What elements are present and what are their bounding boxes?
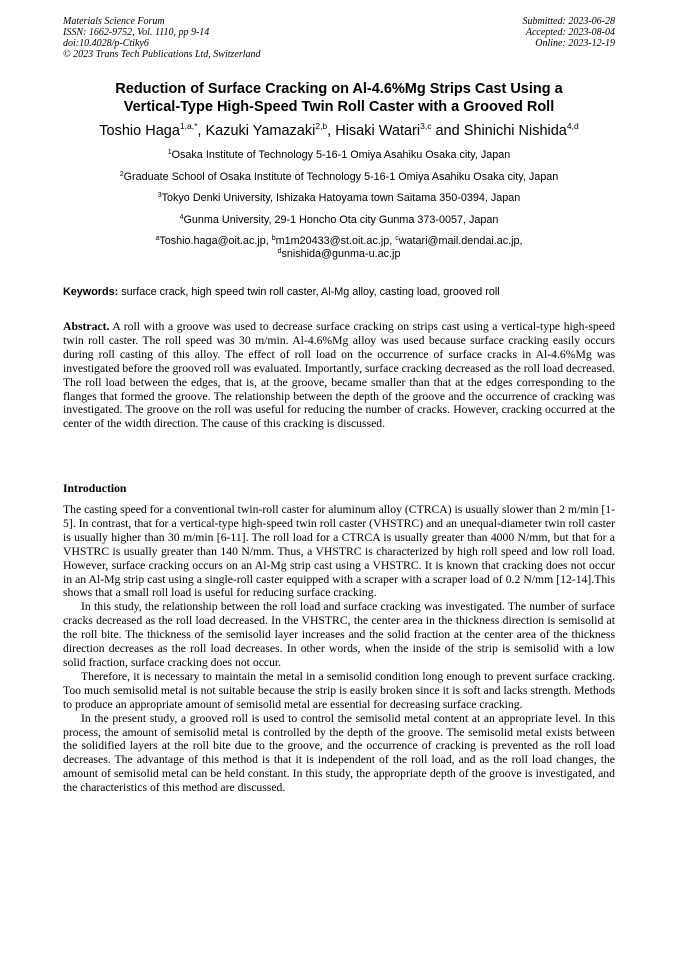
- paper-title: [40, 80, 638, 116]
- author-affiliation-mark: 3,c: [420, 121, 432, 131]
- issn-volume-pages: ISSN: 1662-9752, Vol. 1110, pp 9-14: [63, 27, 210, 38]
- introduction-body: [63, 503, 615, 795]
- keywords-text: surface crack, high speed twin roll caster, Al-Mg alloy, casting load, grooved roll: [118, 286, 500, 298]
- affiliation-text: Tokyo Denki University, Ishizaka Hatoyama town Saitama 350-0394, Japan: [161, 192, 521, 204]
- publication-dates: [523, 16, 616, 49]
- email-mark: d: [277, 248, 282, 255]
- journal-info: [63, 16, 261, 60]
- email-address: m1m20433@st.oit.ac.jp: [275, 235, 390, 247]
- paragraph: The casting speed for a conventional twin-roll caster for aluminum alloy (CTRCA) is usually slower than 2 m/min [1-5]. In contrast, that for a vertical-type high-speed twin roll caster (VHSTRC) and an unequal-diameter twin roll caster is usually higher than 30 m/min [6-11]. The roll load for a CTRCA is usually greater than 4000 N/mm, but that for a VHSTRC is usually greater than 140 N/mm. Thus, a VHSTRC is characterized by high roll speed and low roll load. However, surface cracking occurs on an Al-Mg strip cast using a VHSTRC. It is known that cracking does not occur in an Al-Mg strip cast using a single-roll caster equipped with a scraper with a scraper load of 0.2 N/mm [12-14].This shows that a small roll load is useful for reducing surface cracking.: [63, 503, 615, 600]
- affiliation: [30, 149, 648, 171]
- affiliation-mark: 1: [167, 149, 172, 156]
- affiliation: [30, 192, 648, 214]
- author-affiliation-mark: 1,a,*: [179, 121, 198, 131]
- author-separator: ,: [327, 123, 336, 139]
- abstract-label: Abstract.: [63, 320, 110, 333]
- affiliation-text: Osaka Institute of Technology 5-16-1 Omiya Asahiku Osaka city, Japan: [171, 149, 511, 161]
- keywords-label: Keywords:: [63, 286, 119, 298]
- accepted-date: Accepted: 2023-08-04: [525, 27, 615, 38]
- title-line-1: Reduction of Surface Cracking on Al-4.6%Mg Strips Cast Using a: [115, 81, 563, 97]
- email-list: [30, 235, 648, 261]
- abstract-text: A roll with a groove was used to decrease surface cracking on strips cast using a vertical-type high-speed twin roll caster. The roll speed was 30 m/min. Al-4.6%Mg alloy was used because surface cracking easily occurs during roll casting of this alloy. The effect of roll load on the occurrence of surface cracks in Al-4.6%Mg was investigated before the grooved roll was evaluated. Importantly, surface cracking decreased as the roll load decreased. The roll load between the edges, that is, at the groove, became smaller than that at the edges corresponding to the flanges that formed the groove. The relationship between the depth of the groove and the occurrence of cracking was investigated. The groove on the roll was useful for reducing the number of cracks. However, cracking occurred at the center of the width direction. The cause of this cracking is discussed.: [63, 320, 615, 431]
- email-mark: c: [395, 235, 399, 242]
- email-address: snishida@gunma-u.ac.jp: [281, 248, 401, 260]
- author-list: [20, 122, 658, 140]
- email-line-2: [30, 248, 648, 261]
- author-affiliation-mark: 4,d: [566, 121, 579, 131]
- affiliation-list: [30, 149, 648, 235]
- email-address: Toshio.haga@oit.ac.jp: [159, 235, 266, 247]
- author-name: Shinichi Nishida: [463, 123, 567, 139]
- affiliation-text: Gunma University, 29-1 Honcho Ota city Gunma 373-0057, Japan: [183, 213, 499, 226]
- author-name: Kazuki Yamazaki: [205, 123, 316, 139]
- paragraph: Therefore, it is necessary to maintain the metal in a semisolid condition long enough to prevent surface cracking. Too much semisolid metal is not suitable because the strip is easily broken since it is soft and lacks strength. Methods to produce an appropriate amount of semisolid metal are essential for decreasing surface cracking.: [63, 669, 615, 711]
- email-line-1: $^a$Toshio.haga@oit.ac.jp, $^b$m1m20433@st.oit.ac.jp, $^c$watari@mail.dendai.ac.jp,: [155, 235, 523, 247]
- abstract: [63, 320, 615, 431]
- author-and: and: [431, 123, 464, 139]
- journal-name: Materials Science Forum: [63, 16, 165, 27]
- affiliation-mark: 2: [119, 170, 124, 178]
- affiliation-mark: 4: [179, 213, 184, 221]
- doi: doi:10.4028/p-Ctiky6: [63, 38, 149, 49]
- submitted-date: Submitted: 2023-06-28: [522, 16, 615, 27]
- author-separator: ,: [197, 123, 206, 139]
- email-address: watari@mail.dendai.ac.jp: [398, 235, 520, 247]
- author-name: Toshio Haga: [99, 123, 180, 139]
- online-date: Online: 2023-12-19: [535, 38, 615, 49]
- author-name: Hisaki Watari: [335, 123, 421, 139]
- copyright: © 2023 Trans Tech Publications Ltd, Switzerland: [63, 49, 261, 60]
- email-mark: a: [155, 235, 160, 242]
- paragraph: In this study, the relationship between the roll load and surface cracking was investigated. The number of surface cracks decreased as the roll load decreased. In the VHSTRC, the center area in the thickness direction is semisolid at the roll bite. The thickness of the semisolid layer increases and the solid fraction at the center area of the thickness direction decreases as the roll load decreases. In other words, when the inside of the strip is semisolid with a low solid fraction, surface cracking does not occur.: [63, 600, 615, 669]
- affiliation: [30, 171, 648, 193]
- keywords: [63, 285, 623, 299]
- section-heading-introduction: Introduction: [63, 482, 127, 495]
- author-affiliation-mark: 2,b: [315, 121, 328, 131]
- affiliation: [30, 214, 648, 236]
- affiliation-text: Graduate School of Osaka Institute of Technology 5-16-1 Omiya Asahiku Osaka city, Japan: [123, 170, 559, 183]
- title-line-2: Vertical-Type High-Speed Twin Roll Caster with a Grooved Roll: [123, 99, 555, 115]
- affiliation-mark: 3: [157, 192, 162, 199]
- email-mark: b: [271, 235, 276, 242]
- paragraph: In the present study, a grooved roll is used to control the semisolid metal content at an appropriate level. In this process, the amount of semisolid metal is controlled by the depth of the groove. The semisolid metal exists between the solidified layers at the roll bite due to the groove, and the occurrence of cracking is prevented as the roll load decreases. The advantage of this method is that it is independent of the roll load, and as the roll load changes, the amount of semisolid metal can be held constant. In this study, the appropriate depth of the groove is investigated, and the characteristics of this method are discussed.: [63, 711, 615, 795]
